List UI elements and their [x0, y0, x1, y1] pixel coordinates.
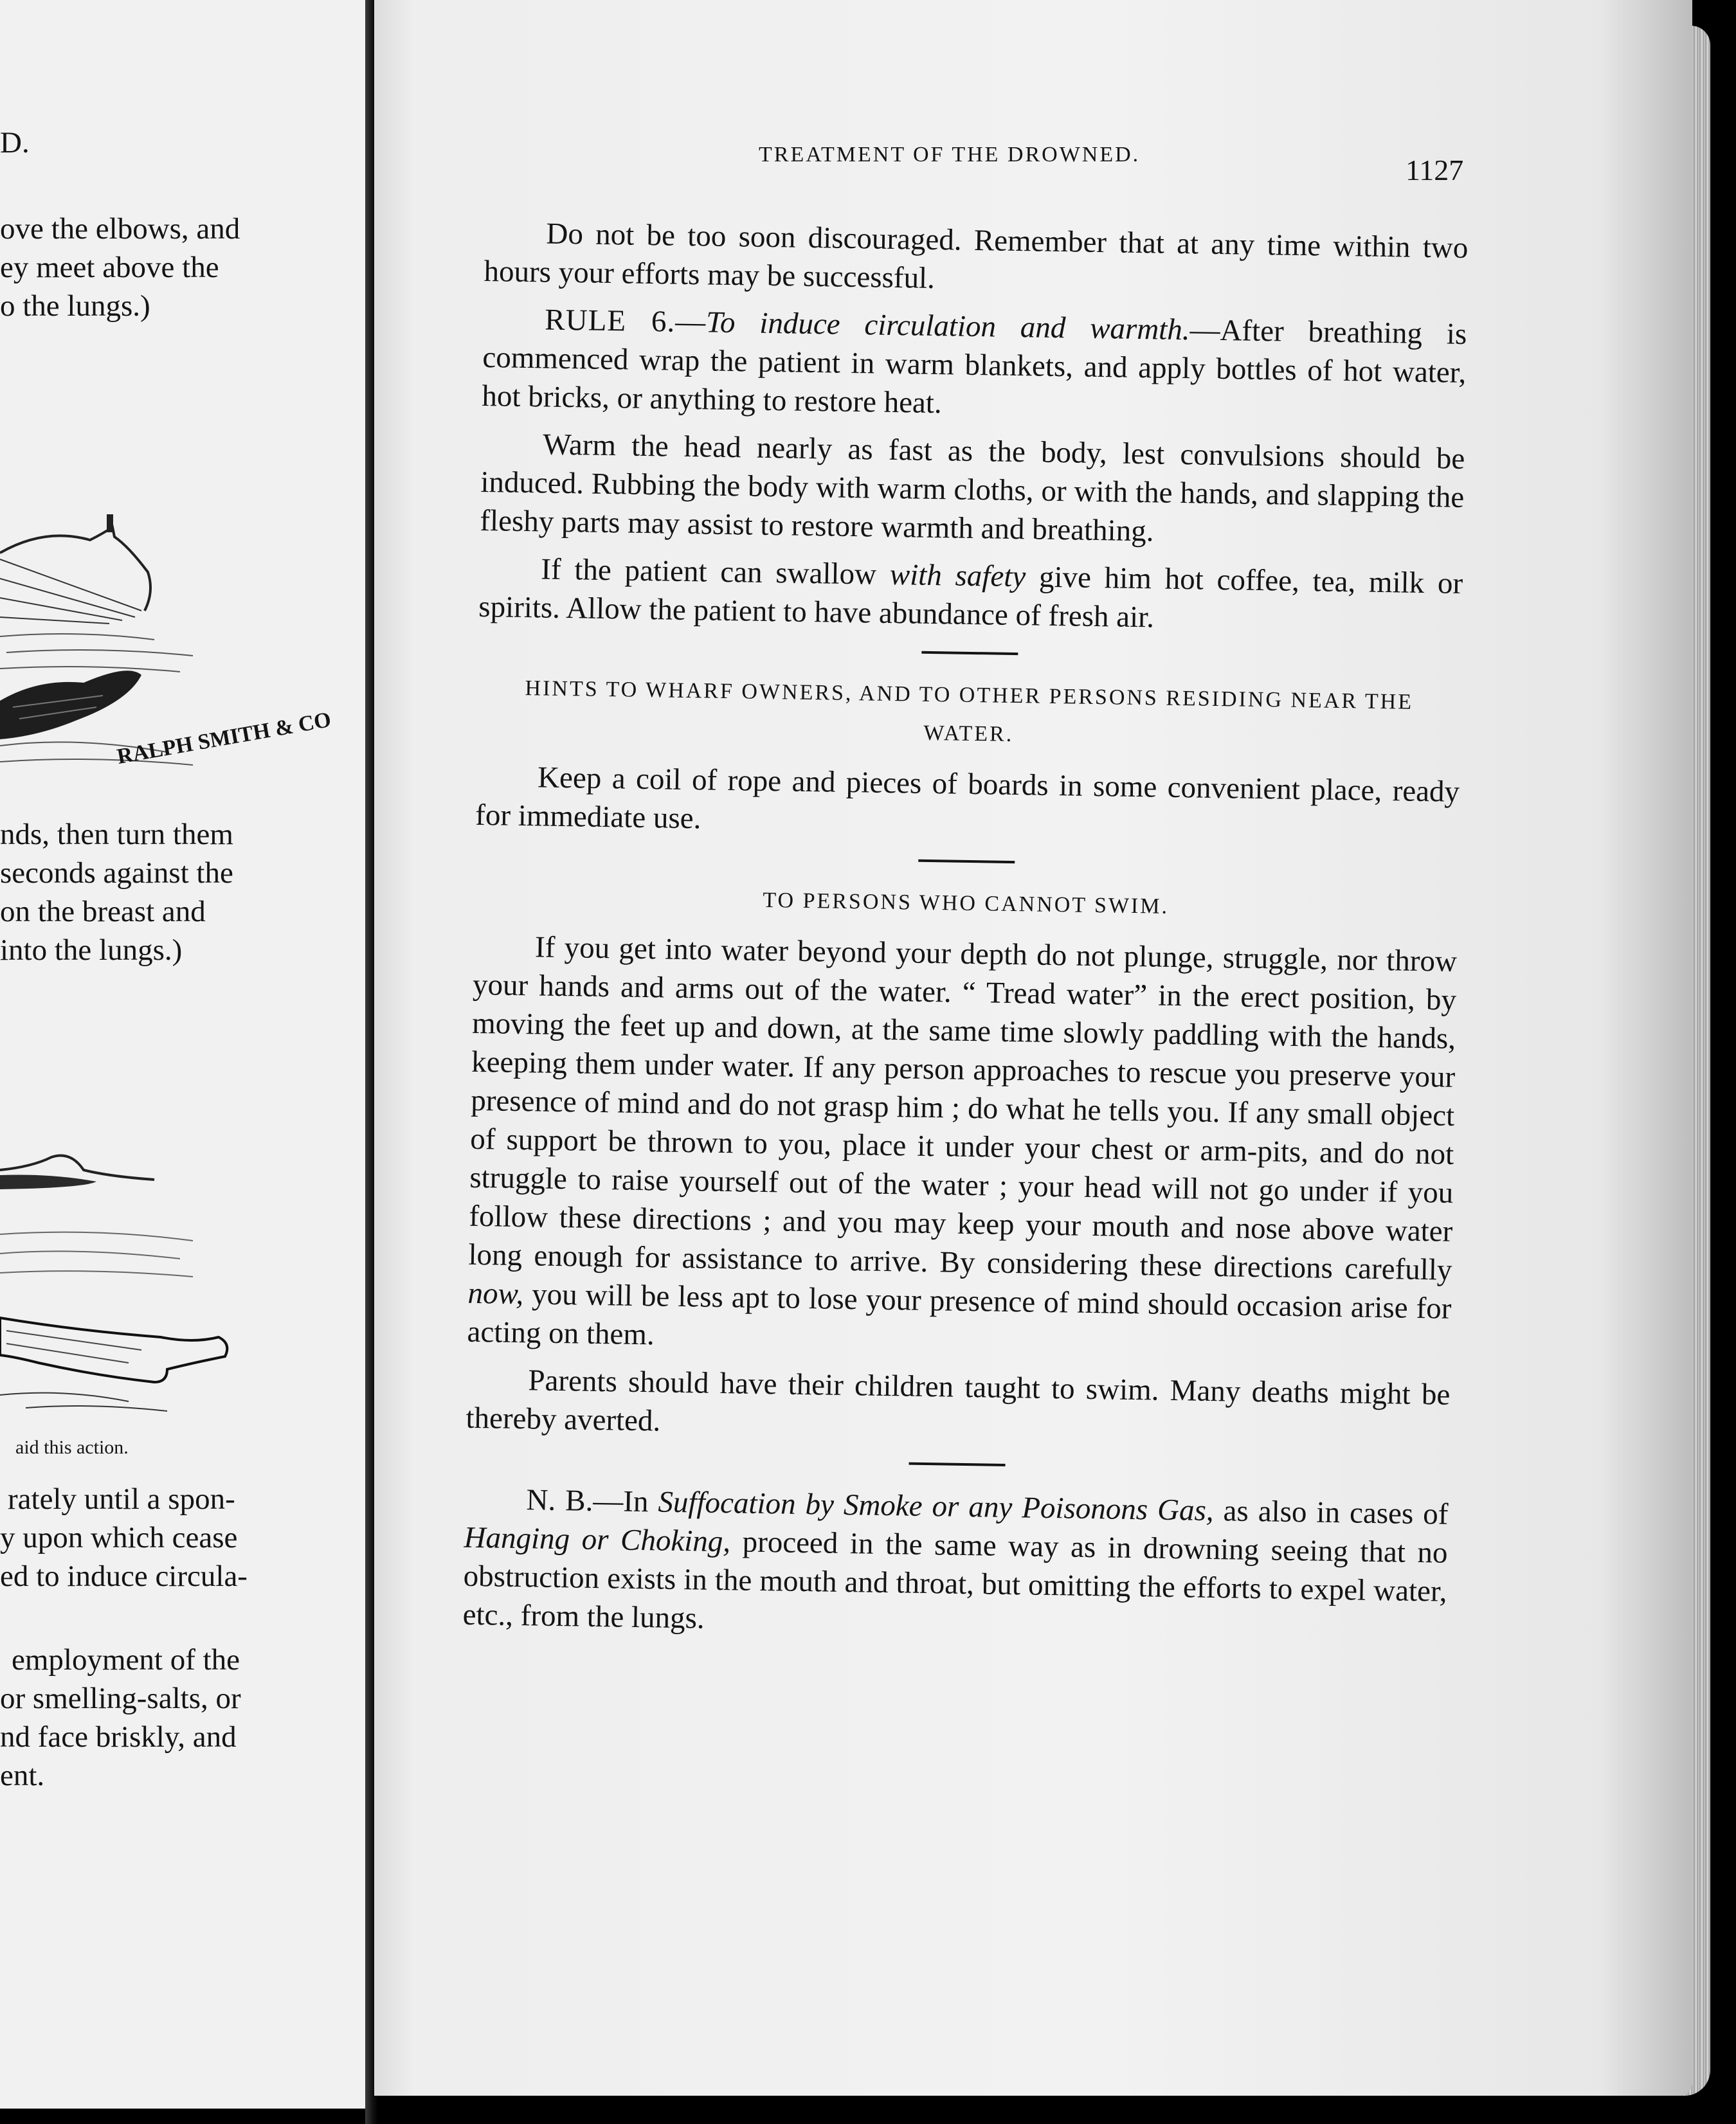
section-divider	[918, 860, 1015, 863]
left-text-fragment: employment of the	[12, 1643, 240, 1677]
illustration-caption: aid this action.	[15, 1437, 129, 1458]
left-text-fragment: rately until a spon-	[8, 1482, 235, 1516]
drowning-illustration-bottom	[0, 1151, 244, 1414]
page-number: 1127	[1406, 154, 1464, 186]
paragraph-encouragement: Do not be too soon discouraged. Remember that at any time within two hours your efforts may be successful.	[484, 217, 1469, 296]
heading-wharf-owners: HINTS TO WHARF OWNERS, AND TO OTHER PERSONS RESIDING NEAR THE WATER.	[525, 676, 1414, 747]
left-text-fragment: y upon which cease	[0, 1521, 238, 1554]
nb-italic-hanging: Hanging or Choking,	[464, 1520, 731, 1559]
paragraph-tread-water	[467, 927, 1457, 1367]
nb-text: proceed in the same way as in drowning seeing that no obstruction exists in the mouth and throat, but omitting the efforts to expel water, etc., from the lungs.	[462, 1525, 1448, 1635]
paragraph-swallow	[478, 549, 1463, 642]
heading-cannot-swim: TO PERSONS WHO CANNOT SWIM.	[763, 888, 1170, 919]
left-text-fragment: D.	[0, 126, 30, 159]
section-divider	[909, 1462, 1006, 1466]
left-text-fragment: o the lungs.)	[0, 289, 150, 323]
page-body	[462, 213, 1469, 1659]
rule-6-title: To induce circulation and warmth.	[705, 305, 1190, 347]
section-divider	[921, 651, 1018, 655]
swallow-text-1: If the patient can swallow	[540, 552, 891, 591]
rule-6-text: —After breathing is commenced wrap the patient in warm blankets, and apply bottles of hot water, hot bricks, or anything to restore heat.	[482, 313, 1467, 420]
left-page	[0, 0, 365, 2109]
tread-water-text-2: you will be less apt to lose your presence of mind should occasion arise for acting on them.	[467, 1277, 1452, 1352]
paragraph-nota-bene	[462, 1480, 1449, 1650]
paragraph-warm-head: Warm the head nearly as fast as the body, lest convulsions should be induced. Rubbing the body with warm cloths, or with the hands, and slapping the fleshy parts may assist to restore warmth and breathing.	[480, 428, 1465, 548]
nb-lead: N. B.—In	[526, 1483, 658, 1519]
left-text-fragment: nd face briskly, and	[0, 1720, 237, 1754]
left-text-fragment: ed to induce circula-	[0, 1560, 248, 1593]
rule-6-label: RULE 6.—	[545, 303, 707, 339]
paragraph-rope: Keep a coil of rope and pieces of boards in some convenient place, ready for immediate use.	[475, 760, 1460, 836]
swallow-text-2: give him hot coffee, tea, milk or spirits. Allow the patient to have abundance of fresh air.	[478, 560, 1463, 634]
swallow-italic: with safety	[889, 557, 1026, 594]
tread-water-italic: now,	[467, 1276, 524, 1311]
running-head: TREATMENT OF THE DROWNED.	[759, 143, 1141, 166]
paragraph-parents: Parents should have their children taught to swim. Many deaths might be thereby averted.	[466, 1364, 1451, 1438]
nb-italic-suffocation: Suffocation by Smoke or any Poisonons Gas,	[658, 1485, 1215, 1528]
left-text-fragment: ey meet above the	[0, 251, 219, 284]
left-text-fragment: on the breast and	[0, 895, 206, 928]
left-text-fragment: into the lungs.)	[0, 933, 183, 967]
nb-mid: as also in cases of	[1213, 1494, 1449, 1531]
left-text-fragment: ent.	[0, 1759, 45, 1792]
tread-water-text-1: If you get into water beyond your depth do not plunge, struggle, nor throw your hands and arms out of the water. “ Tread water” in the erect position, by moving the feet up and down, at the same time slowly paddling with the hands, keeping them under water. If any person approaches to rescue you preserve your presence of mind and do not grasp him ; do what he tells you. If any small object of support be thrown to you, place it under your chest or arm-pits, and do not struggle to raise yourself out of the water ; your head will not go under if you follow these directions ; and you may keep your mouth and nose above water long enough for assistance to arrive. By considering these directions carefully	[468, 930, 1458, 1287]
left-text-fragment: nds, then turn them	[0, 818, 233, 851]
rule-6-paragraph	[482, 300, 1467, 431]
left-text-fragment: ove the elbows, and	[0, 212, 240, 246]
left-text-fragment: or smelling-salts, or	[0, 1682, 241, 1715]
left-text-fragment: seconds against the	[0, 856, 233, 890]
illustration-signature: RALPH SMITH & CO	[115, 708, 333, 770]
